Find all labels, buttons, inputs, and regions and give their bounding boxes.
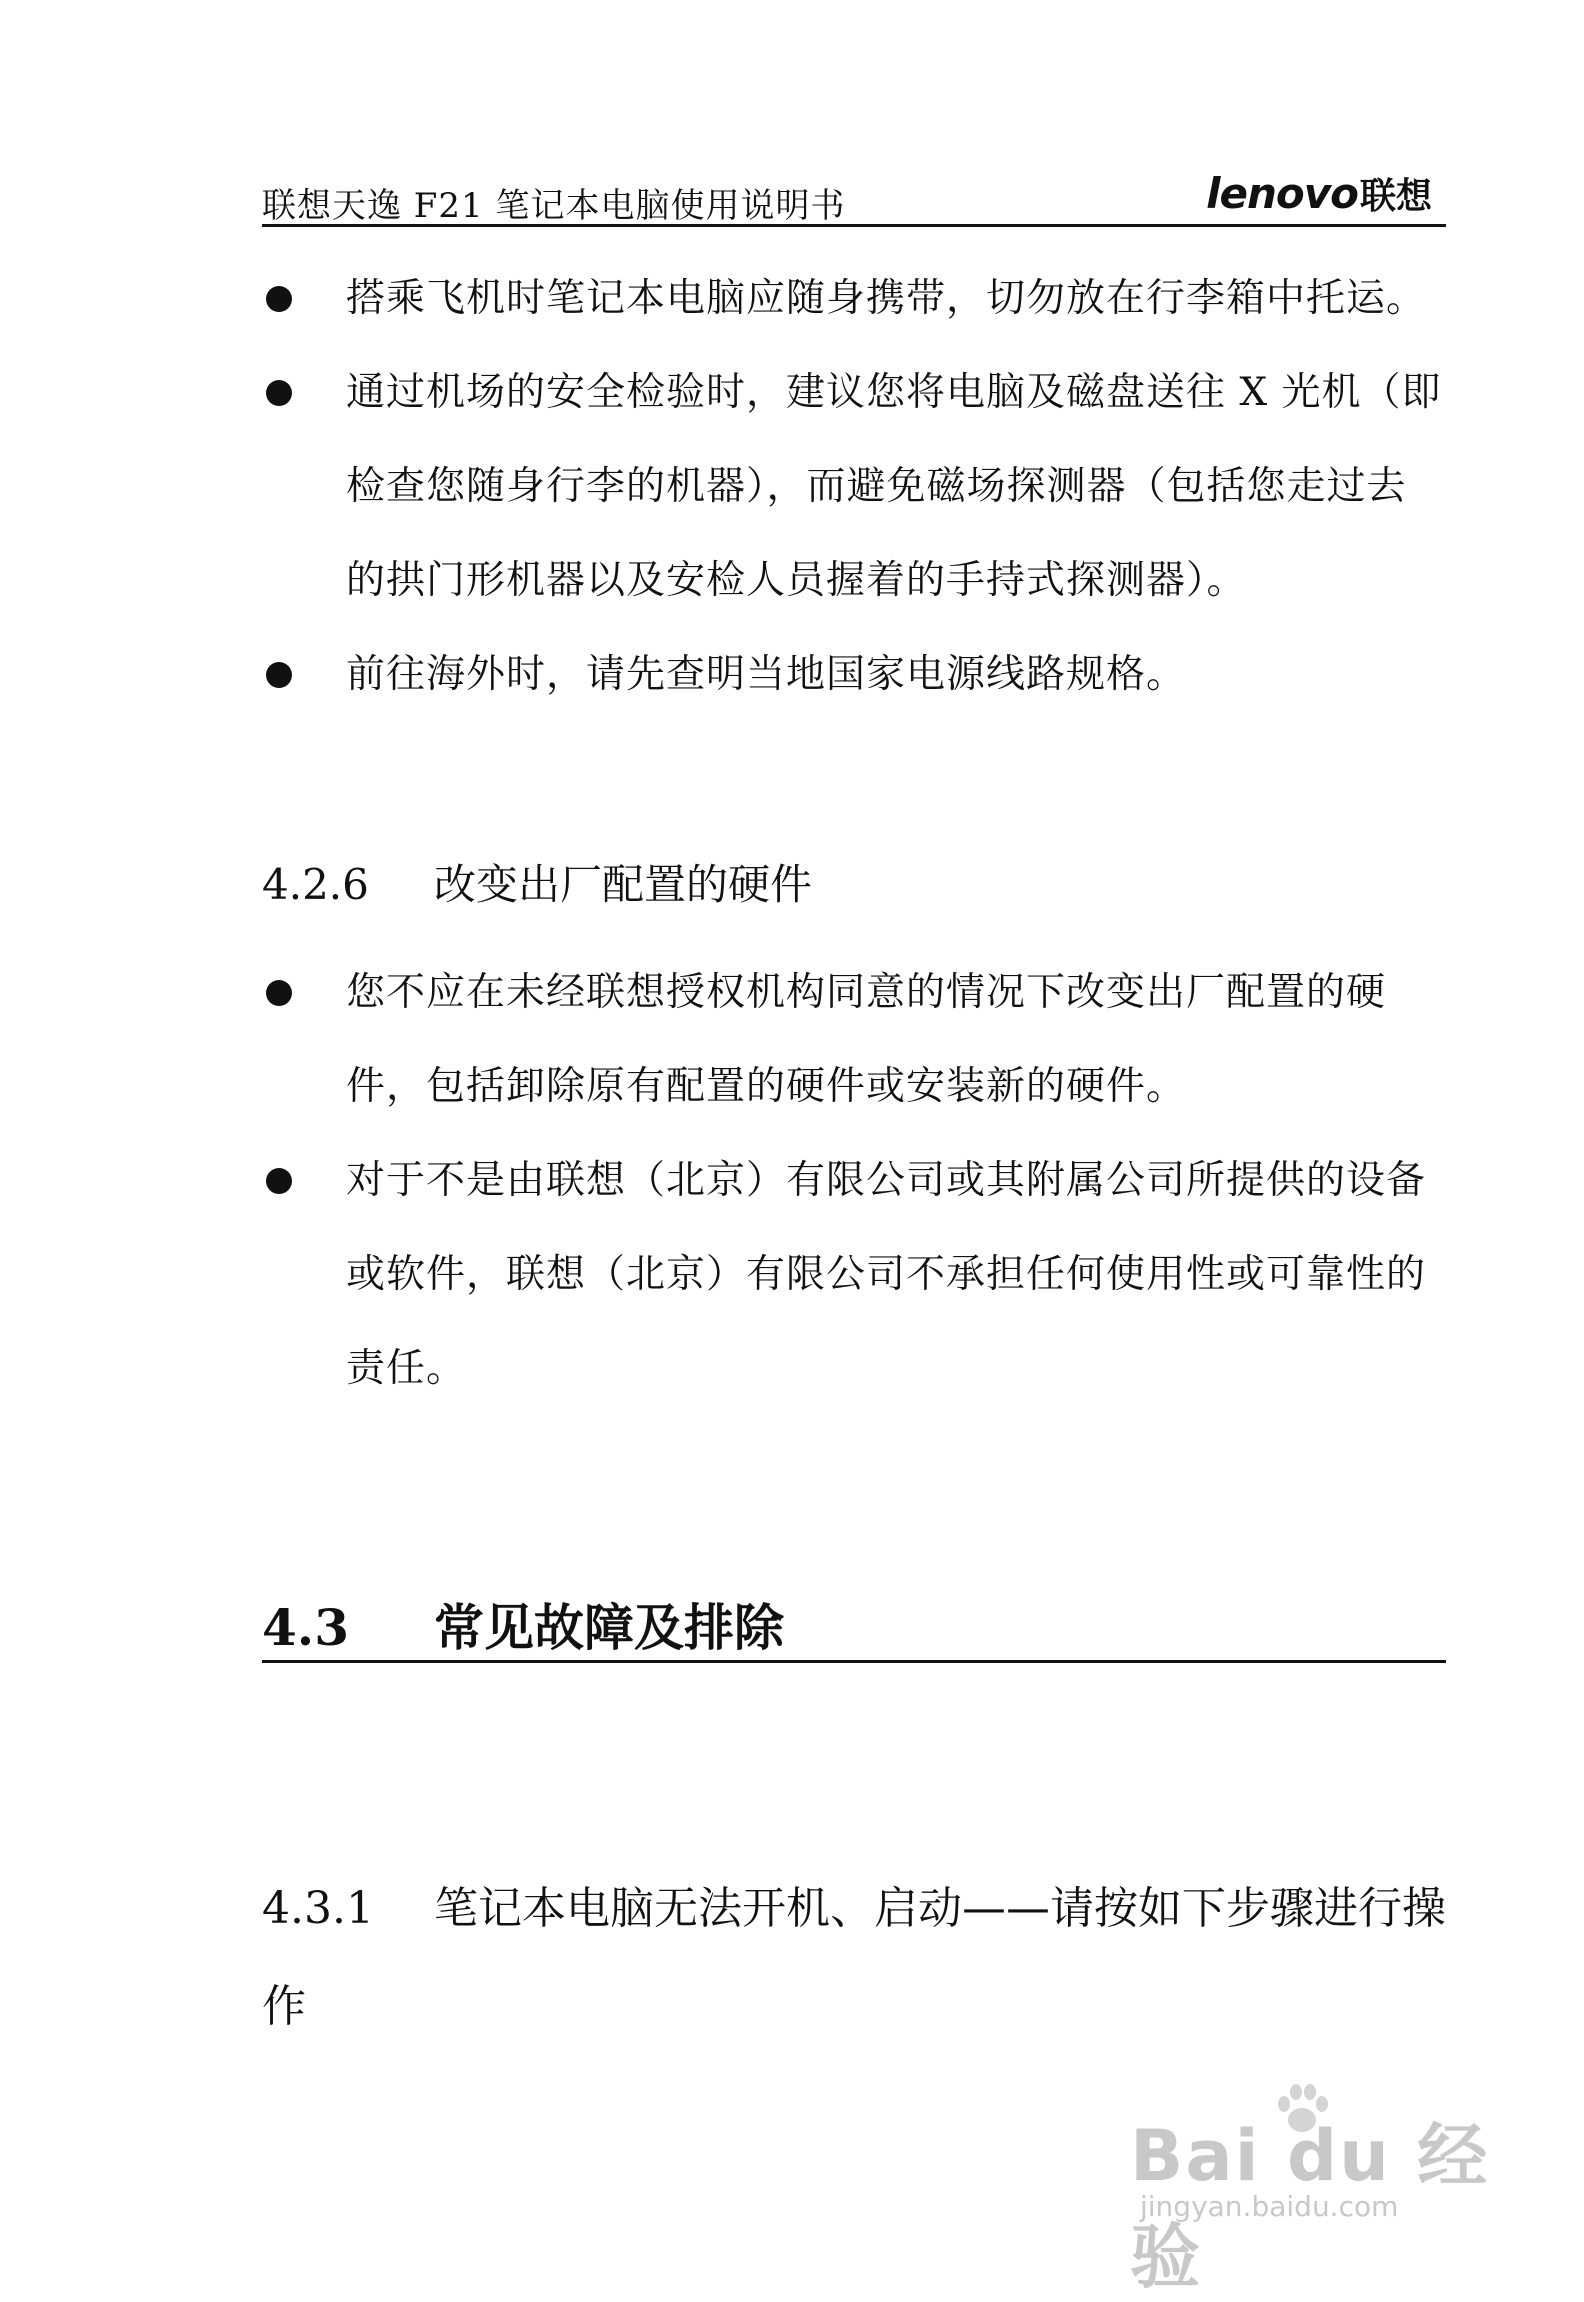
bullet-text: 前往海外时，请先查明当地国家电源线路规格。 [346, 652, 1187, 697]
section-number: 4.2.6 [262, 860, 369, 909]
section-heading-4-3 [262, 1588, 1446, 1663]
bullet-dot-icon [266, 662, 292, 688]
lenovo-logo [1206, 168, 1432, 219]
section-number: 4.3 [262, 1598, 349, 1657]
section-title: 常见故障及排除 [434, 1599, 784, 1657]
logo-cn: 联想 [1359, 176, 1432, 217]
bullet-dot-icon [266, 980, 292, 1006]
bullet-text: 您不应在未经联想授权机构同意的情况下改变出厂配置的硬件，包括卸除原有配置的硬件或安装新的硬件。 [346, 970, 1387, 1109]
manual-title: 联想天逸 F21 笔记本电脑使用说明书 [262, 186, 846, 226]
section-heading-4-3-1 [262, 1860, 1446, 2056]
section-title: 改变出厂配置的硬件 [434, 860, 813, 909]
watermark-brand: Bai du 经验 [1130, 2115, 1490, 2298]
bullet-text: 搭乘飞机时笔记本电脑应随身携带，切勿放在行李箱中托运。 [346, 276, 1427, 321]
bullet-dot-icon [266, 1168, 292, 1194]
baidu-watermark [1120, 2080, 1500, 2298]
logo-text: lenovo [1206, 169, 1358, 218]
section-heading-4-2-6 [262, 852, 812, 912]
bullet-dot-icon [266, 286, 292, 312]
bullet-text: 对于不是由联想（北京）有限公司或其附属公司所提供的设备或软件，联想（北京）有限公司不承担任何使用性或可靠性的责任。 [346, 1158, 1427, 1391]
page-header [262, 168, 1446, 227]
bullet-text: 通过机场的安全检验时，建议您将电脑及磁盘送往 X 光机（即检查您随身行李的机器），而避免磁场探测器（包括您走过去的拱门形机器以及安检人员握着的手持式探测器）。 [346, 370, 1442, 603]
bullet-dot-icon [266, 380, 292, 406]
watermark-url: jingyan.baidu.com [1140, 2190, 1399, 2223]
section-number: 4.3.1 [262, 1883, 374, 1934]
section-title: 笔记本电脑无法开机、启动——请按如下步骤进行操作 [262, 1883, 1446, 2032]
